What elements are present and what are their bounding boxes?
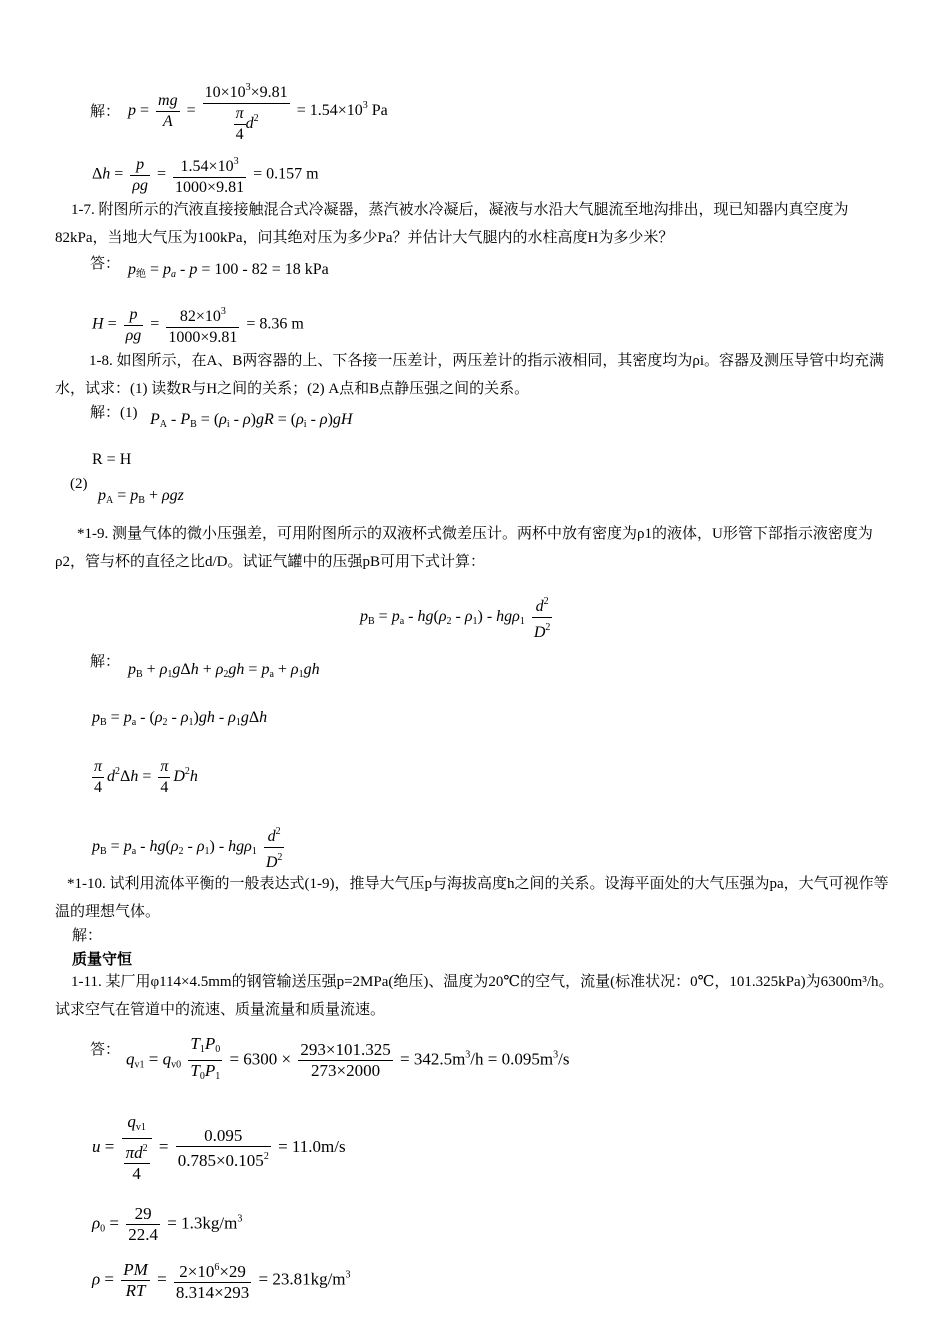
equation-pb-final: $p_B = p_a - hg(\rho_2 - \rho_1) - hg\rho_1$ $\frac{d^2}{D^2}$ xyxy=(92,822,287,873)
equation-balance: $p_B + \rho_1g\Delta h + \rho_2gh = p_a + \rho_1gh$ xyxy=(128,661,320,680)
equation-volume-equality: $\frac{\pi}{4}$ $d^2\Delta h$ = $\frac{\pi}{4}$ $D^2h$ xyxy=(94,758,198,796)
equation-density: ρ = $\frac{PM}{RT}$ = $\frac{2\times 10^6\times 29}{8.314\times 293}$ = $23.81kg/m^3$ xyxy=(92,1260,351,1302)
solution-label-2: (2) xyxy=(70,476,88,492)
equation-pressure: p = $\frac{mg}{A}$ = $10\times 10^3\times 9.81$ $\frac{\pi}{4}$ $d^2$ = $1.54\times 10^3$ Pa xyxy=(128,78,388,145)
equation-r-equals-h: R = H xyxy=(92,451,132,468)
solution-label-4: 解： xyxy=(72,928,103,944)
problem-1-7-text: 1-7. 附图所示的汽液直接接触混合式冷凝器，蒸汽被水冷凝后，凝液与水沿大气腿流至地沟排出，现已知器内真空度为82kPa，当地大气压为100kPa，问其绝对压为多少Pa？并估计大气腿内的水柱高度H为多少米？ xyxy=(55,202,849,246)
solution-label-3: 解： xyxy=(90,654,121,670)
problem-1-9-text: *1-9. 测量气体的微小压强差，可用附图所示的双液杯式微差压计。两杯中放有密度为ρ1的液体，U形管下部指示液密度为ρ2，管与杯的直径之比d/D。试证气罐中的压强pB可用下式计算： xyxy=(55,526,873,570)
problem-1-10-text: *1-10. 试利用流体平衡的一般表达式(1-9)，推导大气压p与海拔高度h之间的关系。设海平面处的大气压强为pa，大气可视作等温的理想气体。 xyxy=(55,876,889,920)
answer-label: 答： xyxy=(90,256,121,272)
equation-static-pressure: $p_A = p_B + \rho gz$ xyxy=(98,487,184,506)
equation-volume-flow: $q_{v1} = q_{v0}$ $\frac{T_1P_0}{T_0P_1}$ = 6300 × $\frac{293\times 101.325}{273\times 2000}$ = $342.5m^3/h = 0.095m^3/s$ xyxy=(126,1034,570,1082)
problem-1-8-text: 1-8. 如图所示，在A、B两容器的上、下各接一压差计，两压差计的指示液相同，其密度均为ρi。容器及测压导管中均充满水，试求：(1) 读数R与H之间的关系；(2) A点和B点静压强之间的关系。 xyxy=(55,353,884,397)
equation-main-formula: $p_B = p_a - hg(\rho_2 - \rho_1) - hg\rho_1$ $\frac{d^2}{D^2}$ xyxy=(360,592,555,643)
equation-water-column: H = $\frac{p}{\rho g}$ = $\frac{82\times 10^3}{1000\times 9.81}$ = 8.36 m xyxy=(92,302,304,348)
problem-1-11-text: 1-11. 某厂用φ114×4.5mm的钢管输送压强p=2MPa(绝压)、温度为20℃的空气，流量(标准状况：0℃，101.325kPa)为6300m³/h。试求空气在管道中的流速、质量流量和质量流速。 xyxy=(55,974,894,1018)
solution-label: 解： xyxy=(90,104,121,120)
equation-velocity: u = $\frac{q_{v1}}{\frac{\pi d^2}{4}}$ = $\frac{0.095}{0.785\times 0.105^2}$ = 11.0m/s xyxy=(92,1112,346,1183)
answer-label-2: 答： xyxy=(90,1042,121,1058)
equation-standard-density: $\rho_0$ = $\frac{29}{22.4}$ = $1.3kg/m^3$ xyxy=(92,1204,243,1244)
equation-height: Δh = $\frac{p}{\rho g}$ = $\frac{1.54\times 10^3}{1000\times 9.81}$ = 0.157 m xyxy=(92,152,319,198)
section-heading: 质量守恒 xyxy=(72,952,133,968)
equation-pressure-difference: $P_A - P_B = (\rho_i - \rho)gR = (\rho_i - \rho)gH$ xyxy=(150,411,353,430)
solution-label-1: 解：(1) xyxy=(90,405,138,421)
equation-pb-rearranged: $p_B = p_a - (\rho_2 - \rho_1)gh - \rho_1g\Delta h$ xyxy=(92,709,268,728)
equation-absolute-pressure: $p_绝 = p_a - p = 100 - 82 = 18$ kPa xyxy=(128,261,329,280)
